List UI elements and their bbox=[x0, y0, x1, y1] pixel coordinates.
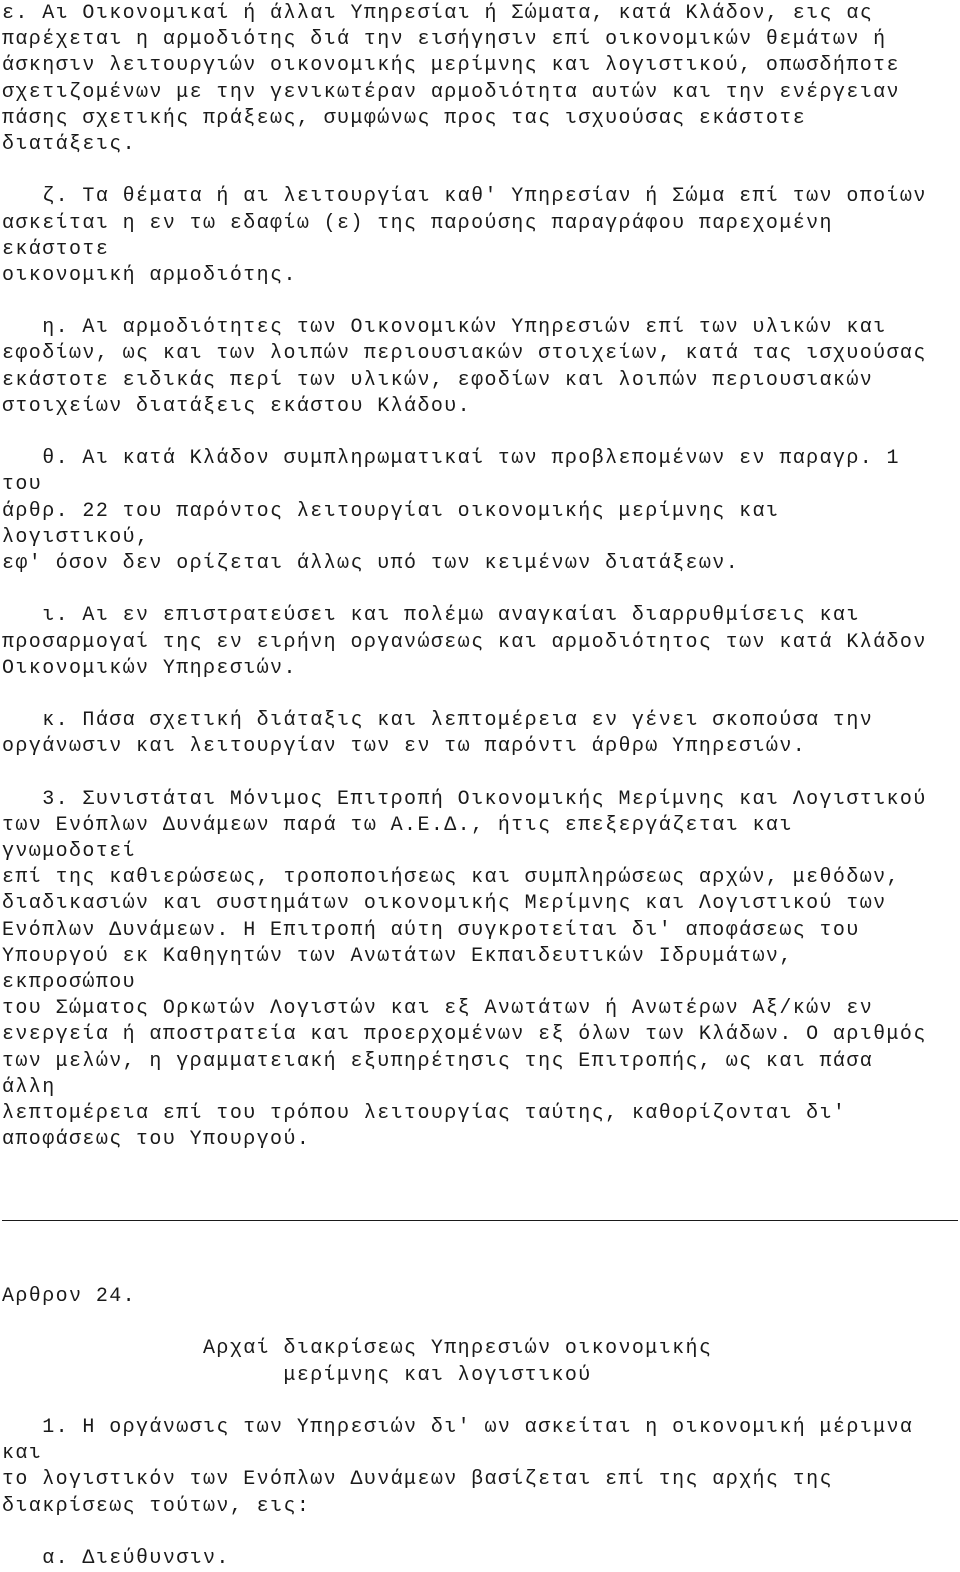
text-line: παρέχεται η αρμοδιότης διά την εισήγησιν επί οικονομικών θεμάτων ή bbox=[2, 28, 887, 52]
text-line: των μελών, η γραμματειακή εξυπηρέτησις της Επιτροπής, ως και πάσα bbox=[2, 1049, 874, 1073]
text-line: ι. Αι εν επιστρατεύσει και πολέμω αναγκαίαι διαρρυθμίσεις και bbox=[2, 604, 860, 628]
text-line: στοιχείων διατάξεις εκάστου Κλάδου. bbox=[2, 394, 472, 418]
blank-line bbox=[2, 1153, 958, 1179]
blank-line bbox=[2, 1389, 958, 1415]
text-line: κ. Πάσα σχετική διάταξις και λεπτομέρεια εν γένει σκοπούσα την bbox=[2, 709, 874, 733]
text-line: επί της καθιερώσεως, τροποποιήσεως και συμπληρώσεως αρχών, μεθόδων, bbox=[2, 866, 900, 890]
text-line: διατάξεις. bbox=[2, 132, 137, 156]
text-line: λογιστικού, bbox=[2, 525, 150, 549]
text-line: 1. Η οργάνωσις των Υπηρεσιών δι' ων ασκείται η οικονομική μέριμνα bbox=[2, 1415, 914, 1439]
text-line: των Ενόπλων Δυνάμεων παρά τω Α.Ε.Δ., ήτις επεξεργάζεται και bbox=[2, 813, 793, 837]
text-line: διακρίσεως τούτων, εις: bbox=[2, 1494, 311, 1518]
text-line: γνωμοδοτεί bbox=[2, 840, 137, 863]
blank-line bbox=[2, 1179, 958, 1205]
paragraph-3 bbox=[2, 787, 958, 1154]
text-line: προσαρμογαί της εν ειρήνη οργανώσεως και αρμοδιότητος των κατά Κλάδον bbox=[2, 630, 927, 654]
blank-line bbox=[2, 577, 958, 603]
paragraph-th bbox=[2, 446, 958, 577]
text-line: άρθρ. 22 του παρόντος λειτουργίαι οικονομικής μερίμνης και bbox=[2, 499, 780, 523]
text-line: οργάνωσιν και λειτουργίαν των εν τω παρόντι άρθρω Υπηρεσιών. bbox=[2, 735, 807, 759]
text-line: αποφάσεως του Υπουργού. bbox=[2, 1128, 311, 1152]
title-line: μερίμνης και λογιστικού bbox=[2, 1363, 592, 1387]
text-line: α. Διεύθυνσιν. bbox=[2, 1546, 230, 1570]
blank-line bbox=[2, 760, 958, 786]
blank-line bbox=[2, 289, 958, 315]
text-line: λεπτομέρεια επί του τρόπου λειτουργίας ταύτης, καθορίζονται δι' bbox=[2, 1101, 847, 1125]
blank-line bbox=[2, 420, 958, 446]
text-line: οικονομική αρμοδιότης. bbox=[2, 263, 297, 287]
text-line: σχετιζομένων με την γενικωτέραν αρμοδιότητα αυτών και την ενέργειαν bbox=[2, 80, 900, 104]
horizontal-divider bbox=[2, 1220, 958, 1221]
text-line: ασκείται η εν τω εδαφίω (ε) της παρούσης παραγράφου παρεχομένη bbox=[2, 211, 833, 235]
paragraph-e bbox=[2, 1, 958, 158]
text-line: του Σώματος Ορκωτών Λογιστών και εξ Ανωτάτων ή Ανωτέρων Αξ/κών εν bbox=[2, 997, 874, 1021]
text-line: εκάστοτε bbox=[2, 237, 110, 261]
paragraph-k bbox=[2, 708, 958, 760]
text-line: και bbox=[2, 1442, 43, 1466]
text-line: Υπουργού εκ Καθηγητών των Ανωτάτων Εκπαιδευτικών Ιδρυμάτων, bbox=[2, 944, 793, 968]
text-line: εκάστοτε ειδικάς περί των υλικών, εφοδίων και λοιπών περιουσιακών bbox=[2, 368, 874, 392]
paragraph-h bbox=[2, 315, 958, 420]
article-paragraph-1 bbox=[2, 1415, 958, 1520]
text-line: εκπροσώπου bbox=[2, 970, 137, 994]
text-line: του bbox=[2, 473, 43, 497]
text-line: Ενόπλων Δυνάμεων. Η Επιτροπή αύτη συγκροτείται δι' αποφάσεως του bbox=[2, 918, 860, 942]
article-title bbox=[2, 1336, 958, 1388]
text-line: διαδικασιών και συστημάτων οικονομικής Μερίμνης και Λογιστικού των bbox=[2, 892, 887, 916]
text-line: η. Αι αρμοδιότητες των Οικονομικών Υπηρεσιών επί των υλικών και bbox=[2, 316, 887, 340]
text-line: 3. Συνιστάται Μόνιμος Επιτροπή Οικονομικής Μερίμνης και Λογιστικού bbox=[2, 787, 927, 811]
text-line: θ. Αι κατά Κλάδον συμπληρωματικαί των προβλεπομένων εν παραγρ. 1 bbox=[2, 447, 900, 471]
article-paragraph-a bbox=[2, 1546, 958, 1572]
title-line: Αρχαί διακρίσεως Υπηρεσιών οικονομικής bbox=[2, 1337, 713, 1361]
text-line: άλλη bbox=[2, 1075, 56, 1099]
text-line: Οικονομικών Υπηρεσιών. bbox=[2, 656, 297, 680]
blank-line bbox=[2, 1520, 958, 1546]
document-page bbox=[2, 1, 958, 1572]
text-line: ε. Αι Οικονομικαί ή άλλαι Υπηρεσίαι ή Σώματα, κατά Κλάδον, εις ας bbox=[2, 2, 874, 25]
blank-line bbox=[2, 682, 958, 708]
blank-line bbox=[2, 1310, 958, 1336]
text-line: πάσης σχετικής πράξεως, συμφώνως προς τας ισχυούσας εκάστοτε bbox=[2, 106, 807, 130]
article-heading: Αρθρον 24. bbox=[2, 1285, 137, 1308]
text-line: άσκησιν λειτουργιών οικονομικής μερίμνης και λογιστικού, οπωσδήποτε bbox=[2, 54, 900, 78]
text-line: το λογιστικόν των Ενόπλων Δυνάμεων βασίζεται επί της αρχής της bbox=[2, 1468, 833, 1492]
paragraph-z bbox=[2, 184, 958, 289]
paragraph-i bbox=[2, 603, 958, 682]
blank-line bbox=[2, 158, 958, 184]
blank-line bbox=[2, 1258, 958, 1284]
text-line: εφοδίων, ως και των λοιπών περιουσιακών στοιχείων, κατά τας ισχυούσας bbox=[2, 342, 927, 366]
text-line: εφ' όσον δεν ορίζεται άλλως υπό των κειμένων διατάξεων. bbox=[2, 551, 740, 575]
text-line: ζ. Τα θέματα ή αι λειτουργίαι καθ' Υπηρεσίαν ή Σώμα επί των οποίων bbox=[2, 185, 927, 209]
text-line: ενεργεία ή αποστρατεία και προερχομένων εξ όλων των Κλάδων. Ο αριθμός bbox=[2, 1023, 927, 1047]
blank-line bbox=[2, 1232, 958, 1258]
